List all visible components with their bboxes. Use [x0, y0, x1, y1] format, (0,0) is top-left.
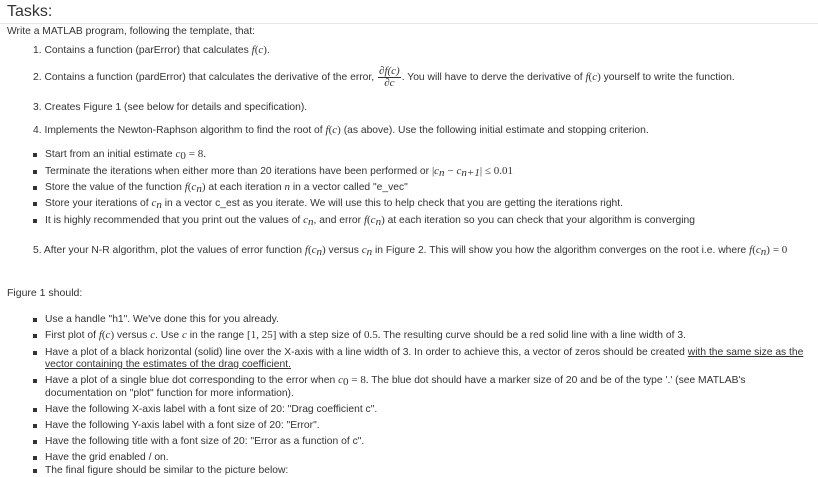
bullet-value: = 8.	[188, 148, 206, 160]
task-text: in Figure 2. This will show you how the algorithm converges on the root i.e. where	[375, 245, 747, 256]
bullet-text: in a vector c_est as you iterate. We will use this to help check that you are getting the iterations right.	[164, 198, 623, 209]
nr-bullet-3: Store the value of the function $f(c_n)$ at each iteration n in a vector called "e_vec"	[45, 181, 408, 195]
task-4: 4. Implements the Newton-Raphson algorithm to find the root of f(c) (as above). Use the following initial estimate and stopping criterion.	[33, 124, 649, 136]
fig1-bullet-6: Have the following Y-axis label with a font size of 20: "Error".	[45, 420, 320, 431]
task-number: 1.	[33, 45, 42, 56]
bullet-icon	[33, 170, 37, 174]
nr-bullet-5: It is highly recommended that you print out the values of $c_n$, and error $f(c_n)$ at each iteration so you can check that your algorithm is converging	[45, 214, 695, 228]
bullet-text: Have a plot of a single blue dot corresponding to the error when	[45, 375, 336, 386]
task-number: 3.	[33, 102, 42, 113]
bullet-icon	[33, 153, 37, 157]
bullet-text: with a step size of	[279, 330, 362, 341]
task-5: 5. After your N-R algorithm, plot the values of error function $f(c_n)$ versus $c_n$ in Figure 2. This will show you how the algorithm converges on the root i.e. where $f(c_n) = 0$	[33, 244, 788, 258]
nr-bullet-2: Terminate the iterations when either more than 20 iterations have been performed or $|c_n - c_{n+1}| \le 0.01$	[45, 165, 513, 179]
task-number: 2.	[33, 72, 42, 84]
bullet-icon	[33, 202, 37, 206]
task-text: yourself to write the function.	[603, 72, 735, 84]
bullet-value: ≤ 0.01	[484, 165, 513, 177]
task-text: Implements the Newton-Raphson algorithm to find the root of	[44, 125, 323, 136]
bullet-icon	[33, 334, 37, 338]
task-text: (as above). Use the following initial estimate and stopping criterion.	[343, 125, 649, 136]
bullet-value: = 8.	[351, 374, 369, 386]
task-text: Contains a function (parError) that calculates	[44, 45, 249, 56]
figure1-heading: Figure 1 should:	[7, 287, 83, 299]
bullet-icon	[33, 408, 37, 412]
bullet-text: Terminate the iterations when either more than 20 iterations have been performed or	[45, 166, 430, 177]
bullet-icon	[33, 186, 37, 190]
task-number: 4.	[33, 125, 42, 136]
fig1-bullet-2: First plot of f(c) versus c. Use c in the range [1, 25] with a step size of 0.5. The resulting curve should be a red solid line with a line width of 3.	[45, 329, 686, 341]
underlined-text: with the same size as the	[687, 347, 804, 358]
bullet-text: Store your iterations of	[45, 198, 149, 209]
range-value: [1, 25]	[247, 329, 277, 341]
title-divider	[0, 23, 818, 24]
nr-bullet-1: Start from an initial estimate $c_0 = 8$.	[45, 148, 206, 162]
task-text: Contains a function (pardError) that calculates the derivative of the error,	[44, 72, 375, 84]
fig1-bullet-4: Have a plot of a single blue dot corresponding to the error when $c_0 = 8$. The blue dot should have a marker size of 20 and be of the type '.' (see MATLAB's	[45, 374, 746, 388]
bullet-icon	[33, 351, 37, 355]
task-1: 1. Contains a function (parError) that calculates f(c).	[33, 44, 270, 56]
bullet-icon	[33, 379, 37, 383]
bullet-icon	[33, 456, 37, 460]
fig1-bullet-7: Have the following title with a font size of 20: "Error as a function of c".	[45, 436, 365, 447]
bullet-text: versus	[116, 330, 148, 341]
bullet-icon	[33, 440, 37, 444]
bullet-text: Store the value of the function	[45, 182, 182, 193]
bullet-icon	[33, 424, 37, 428]
bullet-text: It is highly recommended that you print out the values of	[45, 215, 301, 226]
task-number: 5.	[33, 245, 42, 256]
intro-text: Write a MATLAB program, following the template, that:	[7, 26, 255, 37]
bullet-text: The resulting curve should be a red solid line with a line width of 3.	[383, 330, 686, 341]
page-title: Tasks:	[7, 3, 53, 20]
task-text: After your N-R algorithm, plot the values of error function	[43, 245, 302, 256]
bullet-text: The blue dot should have a marker size of 20 and be of the type '.' (see MATLAB's	[371, 375, 746, 386]
bullet-text: First plot of	[45, 330, 96, 341]
bullet-text: Start from an initial estimate	[45, 149, 173, 160]
nr-bullet-4: Store your iterations of $c_n$ in a vector c_est as you iterate. We will use this to help check that you are getting the iterations right.	[45, 197, 623, 211]
task-text: Creates Figure 1 (see below for details and specification).	[44, 102, 308, 113]
bullet-text: in the range	[189, 330, 245, 341]
task-text: You will have to derve the derivative of	[407, 72, 583, 84]
fig1-bullet-5: Have the following X-axis label with a font size of 20: "Drag coefficient c".	[45, 404, 378, 415]
fig1-bullet-8: Have the grid enabled / on.	[45, 452, 169, 463]
bullet-icon	[33, 219, 37, 223]
step-value: 0.5.	[363, 329, 381, 341]
bullet-text: at each iteration so you can check that your algorithm is converging	[387, 215, 695, 226]
fig1-bullet-1: Use a handle "h1". We've done this for you already.	[45, 314, 279, 325]
fig1-bullet-3-cont: vector containing the estimates of the drag coefficient.	[45, 359, 291, 370]
derivative-fraction	[378, 66, 401, 89]
task-2: 2. Contains a function (pardError) that calculates the derivative of the error, $\frac{\partial f(c)}{\partial c}$ . You will have to derve the derivative of f(c) yourself to write the function.	[33, 65, 735, 89]
bullet-text: in a vector called "e_vec"	[292, 182, 408, 193]
bullet-text: Have a plot of a black horizontal (solid) line over the X-axis with a line width of 3. In order to achieve this, a vector of zeros should be created	[45, 347, 685, 358]
fraction-numerator: ∂f(c)	[379, 65, 400, 77]
bullet-icon	[33, 318, 37, 322]
bullet-text: at each iteration	[208, 182, 282, 193]
fig1-bullet-4-cont: documentation on "plot" function for more information).	[45, 388, 294, 399]
fig1-bullet-9: The final figure should be similar to the picture below:	[45, 465, 289, 476]
equation-value: = 0	[772, 244, 788, 256]
task-text: versus	[328, 245, 359, 256]
fraction-denominator: ∂c	[384, 77, 395, 89]
task-3	[33, 101, 307, 114]
bullet-text: . Use	[155, 330, 180, 341]
bullet-icon	[33, 469, 37, 473]
bullet-text: , and error	[313, 215, 362, 226]
